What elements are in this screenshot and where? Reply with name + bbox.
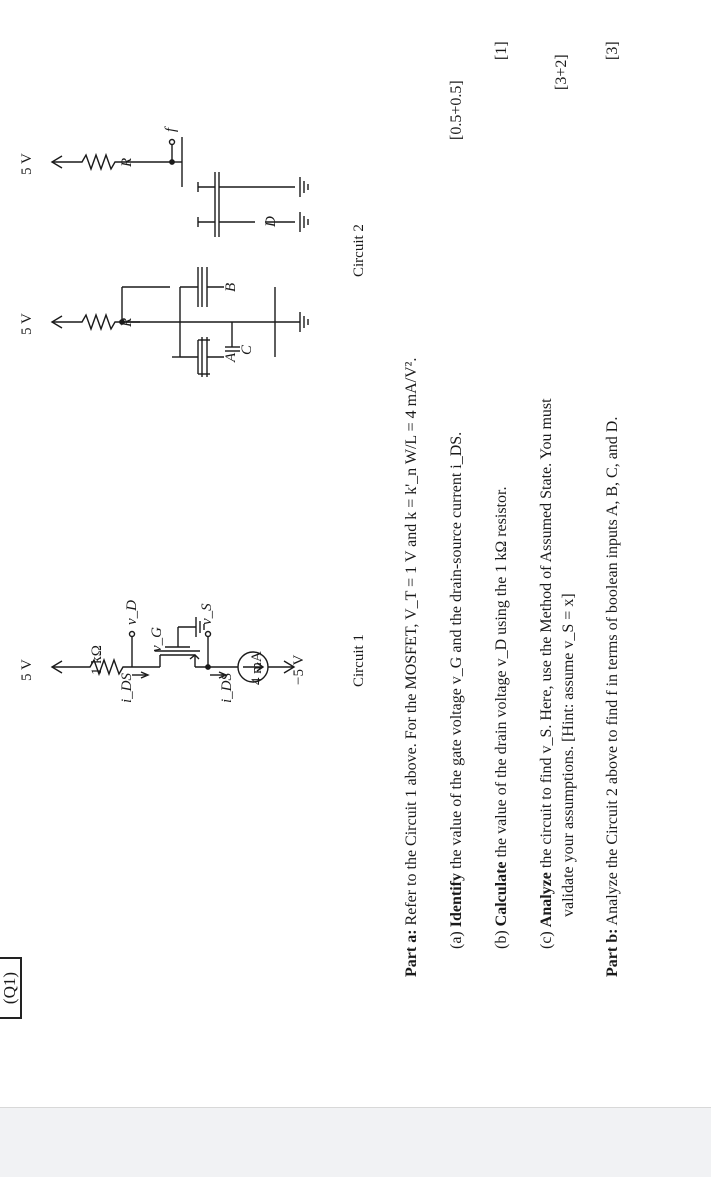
item-b-marks: [1] (493, 41, 510, 60)
item-a-verb: Identify (448, 873, 465, 928)
item-c-letter: (c) (538, 931, 555, 949)
question-label: (Q1) (0, 957, 22, 1019)
c2-caption: Circuit 2 (351, 224, 367, 277)
c2-supply-right: 5 V (19, 153, 35, 175)
part-b-label: Part b: (604, 928, 621, 977)
c2-resistor-right: R (119, 157, 135, 167)
part-a-item-c (538, 398, 556, 949)
item-b-letter: (b) (493, 930, 510, 949)
c2-output: f (163, 127, 179, 132)
part-b-marks: [3] (604, 41, 621, 60)
part-a-text: Refer to the Circuit 1 above. For the MOSFET, V_T = 1 V and k = k'_n W/L = 4 mA/V². (403, 357, 420, 926)
part-b-text: Analyze the Circuit 2 above to find f in terms of boolean inputs A, B, C, and D. (604, 416, 621, 926)
c1-resistor-label: 1 kΩ (89, 645, 105, 675)
viewer-footer (0, 1108, 711, 1177)
item-c-verb: Analyze (538, 872, 555, 928)
c1-supply-bottom: −5 V (291, 654, 307, 685)
item-c-text-2: validate your assumptions. [Hint: assume v_S = x] (560, 593, 577, 917)
item-b-verb: Calculate (493, 861, 510, 927)
item-a-text: the value of the gate voltage v_G and the drain-source current i_DS. (448, 431, 465, 869)
item-b-text: the value of the drain voltage v_D using the 1 kΩ resistor. (493, 486, 510, 858)
part-a-item-a (448, 432, 466, 949)
c2-input-a: A (223, 352, 239, 362)
c2-input-c: C (239, 344, 255, 355)
c2-supply-left: 5 V (19, 313, 35, 335)
part-a-item-b (493, 487, 511, 949)
part-a-line (403, 358, 421, 977)
item-c-marks: [3+2] (553, 54, 570, 90)
c1-drain-node: v_D (124, 600, 140, 625)
part-a-label: Part a: (403, 929, 420, 977)
c2-resistor-left: R (119, 317, 135, 327)
c2-input-d: D (263, 216, 279, 227)
c2-input-b: B (223, 282, 239, 292)
item-a-letter: (a) (448, 931, 465, 949)
c1-caption: Circuit 1 (351, 634, 367, 687)
c1-current-top: i_DS (119, 673, 135, 703)
c1-supply-top: 5 V (19, 659, 35, 681)
part-b-line (604, 417, 622, 977)
item-c-text: the circuit to find v_S. Here, use the Method of Assumed State. You must (538, 398, 555, 869)
c1-current-source: 4 mA (249, 651, 265, 685)
c1-source-node: v_S (199, 603, 215, 625)
c1-current-bottom: i_DS (219, 673, 235, 703)
item-a-marks: [0.5+0.5] (448, 80, 465, 140)
c1-gate-node: v_G (149, 627, 165, 652)
circuit2-drawing (52, 137, 308, 377)
